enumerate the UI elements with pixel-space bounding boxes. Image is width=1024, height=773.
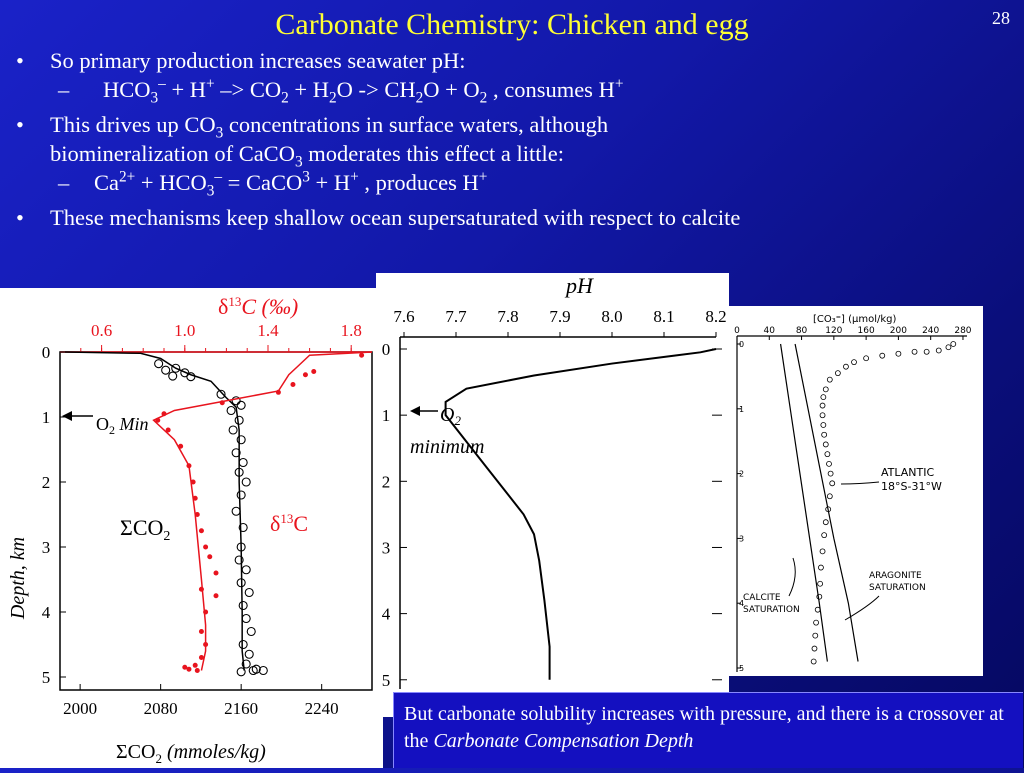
- d13c-point: [203, 545, 208, 550]
- x-tick-label: 2080: [143, 699, 178, 718]
- atlantic-pointer: [841, 482, 879, 484]
- atlantic-point: [827, 377, 832, 382]
- equation-calcification: – $Ca^{2+} + HCO_3^-$ = CaCO$^3$ + H+ , produces H+: [14, 168, 1004, 197]
- y-tick-label: 2: [739, 469, 745, 479]
- d13c-point: [199, 528, 204, 533]
- d13c-point: [195, 668, 200, 673]
- sigma-co2-point: [239, 459, 247, 467]
- d13c-point: [214, 571, 219, 576]
- d13c-point: [199, 629, 204, 634]
- atlantic-point: [820, 403, 825, 408]
- atlantic-point: [864, 356, 869, 361]
- caption-box: But carbonate solubility increases with pressure, and there is a crossover at the Carbonate Compensation Depth: [393, 692, 1023, 768]
- d13c-point: [290, 382, 295, 387]
- chart-panel-ph: [376, 273, 729, 717]
- y-tick-label: 1: [41, 408, 51, 427]
- atlantic-point: [828, 471, 833, 476]
- x-tick-label: 120: [825, 326, 843, 336]
- atlantic-point: [813, 633, 818, 638]
- atlantic-point: [820, 413, 825, 418]
- x-tick-label: 7.6: [393, 307, 415, 326]
- y-tick-label: 0: [739, 340, 745, 349]
- aragonite-pointer: [845, 596, 879, 620]
- y-tick-label: 3: [41, 538, 51, 557]
- chart-panel-carbonate: [729, 306, 983, 676]
- x-tick-label: 8.0: [601, 307, 623, 326]
- top-tick-label: 1.4: [257, 321, 279, 340]
- d13c-line: [154, 352, 372, 671]
- atlantic-point: [880, 353, 885, 358]
- d13c-point: [220, 400, 225, 405]
- sigma-co2-point: [239, 641, 247, 649]
- atlantic-point: [951, 342, 956, 347]
- bottom-axis-label: $\Sigma CO_2$ (mmoles/kg): [116, 741, 266, 766]
- atlantic-point: [823, 387, 828, 392]
- calcite-label: CALCITE: [743, 593, 781, 603]
- atlantic-point: [946, 345, 951, 350]
- x-tick-label: 8.1: [653, 307, 675, 326]
- d13c-point: [186, 667, 191, 672]
- x-tick-label: 0: [734, 326, 740, 336]
- calcite-saturation-label: SATURATION: [743, 605, 800, 615]
- sigma-co2-point: [237, 668, 245, 676]
- sigma-co2-point: [242, 478, 250, 486]
- slide-title: Carbonate Chemistry: Chicken and egg: [275, 8, 749, 41]
- top-tick-label: 1.8: [340, 321, 362, 340]
- atlantic-point: [825, 452, 830, 457]
- chart-panel-sigma-co2: [0, 288, 383, 768]
- d13c-point: [199, 655, 204, 660]
- sigma-co2-point: [229, 426, 237, 434]
- o2-minimum-annotation: $O_2$: [440, 404, 461, 428]
- sigma-co2-point: [242, 566, 250, 574]
- atlantic-point: [827, 461, 832, 466]
- x-tick-label: 160: [857, 326, 875, 336]
- d13c-point: [191, 480, 196, 485]
- atlantic-point: [830, 481, 835, 486]
- d13c-point: [311, 369, 316, 374]
- atlantic-point: [818, 581, 823, 586]
- y-tick-label: 1: [381, 406, 391, 426]
- atlantic-range-label: 18°S-31°W: [881, 480, 942, 493]
- sigma-co2-point: [155, 360, 163, 368]
- atlantic-point: [827, 494, 832, 499]
- aragonite-saturation-label: SATURATION: [869, 583, 926, 593]
- x-tick-label: 2240: [304, 699, 339, 718]
- sigma-co2-line: [65, 352, 244, 671]
- ph-axis-label: pH: [566, 273, 593, 298]
- co3-axis-label: [CO₃⁼] (μmol/kg): [813, 314, 897, 325]
- x-tick-label: 200: [889, 326, 907, 336]
- ph-profile-chart: [376, 273, 729, 717]
- x-tick-label: 7.9: [549, 307, 571, 326]
- d13c-point: [359, 353, 364, 358]
- y-tick-label: 0: [381, 340, 391, 359]
- atlantic-point: [924, 349, 929, 354]
- atlantic-point: [820, 549, 825, 554]
- calcite-pointer: [789, 558, 795, 596]
- d13c-point: [162, 411, 167, 416]
- d13c-point: [186, 463, 191, 468]
- top-tick-label: 1.0: [174, 321, 196, 340]
- atlantic-point: [821, 395, 826, 400]
- d13c-point: [166, 428, 171, 433]
- o2-min-annotation: $O_2$ Min: [96, 414, 149, 437]
- d13c-series-label: $\delta^{13}C$: [270, 511, 309, 536]
- equation-photosynthesis: – $HCO_3^- + H^+ -> CO_2 + H_2O -> CH_2O + O_2$ , consumes H+: [14, 75, 1004, 104]
- d13c-point: [203, 642, 208, 647]
- y-tick-label: 5: [41, 668, 51, 687]
- atlantic-point: [822, 533, 827, 538]
- atlantic-point: [811, 659, 816, 664]
- sigma-co2-point: [162, 366, 170, 374]
- x-tick-label: 8.2: [705, 307, 727, 326]
- atlantic-point: [852, 360, 857, 365]
- atlantic-point: [823, 520, 828, 525]
- y-tick-label: 3: [739, 534, 745, 544]
- x-tick-label: 2000: [63, 699, 98, 718]
- o2-min-arrowhead: [62, 411, 72, 421]
- atlantic-point: [814, 620, 819, 625]
- y-tick-label: 1: [739, 404, 745, 414]
- y-tick-label: 4: [41, 603, 51, 622]
- minimum-annotation: minimum: [410, 436, 485, 458]
- x-tick-label: 7.7: [445, 307, 467, 326]
- x-tick-label: 280: [954, 326, 972, 336]
- sigma-co2-series-label: $\Sigma CO_2$: [120, 515, 171, 544]
- x-tick-label: 7.8: [497, 307, 519, 326]
- d13c-point: [193, 663, 198, 668]
- y-tick-label: 0: [41, 343, 51, 362]
- ph-line: [446, 349, 716, 680]
- sigma-co2-d13c-chart: [0, 288, 383, 768]
- atlantic-point: [823, 442, 828, 447]
- bullet-list: [14, 46, 1004, 232]
- d13c-point: [303, 372, 308, 377]
- sigma-co2-point: [187, 373, 195, 381]
- atlantic-point: [822, 432, 827, 437]
- sigma-co2-point: [235, 416, 243, 424]
- aragonite-label: ARAGONITE: [869, 571, 922, 581]
- sigma-co2-point: [232, 507, 240, 515]
- atlantic-point: [912, 349, 917, 354]
- x-tick-label: 40: [763, 326, 776, 336]
- sigma-co2-point: [237, 491, 245, 499]
- d13c-point: [276, 390, 281, 395]
- sigma-co2-point: [239, 602, 247, 610]
- sigma-co2-point: [247, 628, 255, 636]
- atlantic-point: [843, 364, 848, 369]
- atlantic-point: [812, 646, 817, 651]
- y-tick-label: 3: [381, 538, 391, 558]
- depth-axis-label: Depth, km: [7, 536, 29, 620]
- sigma-co2-point: [227, 407, 235, 415]
- slide-number: 28: [992, 8, 1010, 28]
- sigma-co2-point: [237, 436, 245, 444]
- o2-minimum-arrowhead: [410, 406, 420, 416]
- d13c-point: [178, 444, 183, 449]
- atlantic-label: ATLANTIC: [881, 466, 935, 479]
- d13c-point: [214, 593, 219, 598]
- atlantic-point: [818, 565, 823, 570]
- y-tick-label: 5: [381, 670, 391, 690]
- sigma-co2-point: [237, 401, 245, 409]
- caption-emphasis: Carbonate Compensation Depth: [433, 730, 694, 752]
- top-axis-label: $\delta^{13}C$ (‰): [218, 294, 299, 319]
- x-tick-label: 240: [922, 326, 940, 336]
- sigma-co2-point: [245, 650, 253, 658]
- sigma-co2-point: [169, 372, 177, 380]
- y-tick-label: 4: [381, 604, 391, 624]
- d13c-point: [193, 496, 198, 501]
- d13c-point: [207, 554, 212, 559]
- y-tick-label: 5: [739, 664, 745, 673]
- x-tick-label: 2160: [224, 699, 259, 718]
- atlantic-point: [936, 348, 941, 353]
- bullet-primary-production: • So primary production increases seawater pH:: [14, 46, 1004, 75]
- carbonate-saturation-chart: [729, 306, 983, 676]
- bullet-supersaturated: • These mechanisms keep shallow ocean supersaturated with respect to calcite: [14, 203, 1004, 232]
- atlantic-point: [896, 351, 901, 356]
- x-tick-label: 80: [795, 326, 808, 336]
- sigma-co2-point: [245, 589, 253, 597]
- y-tick-label: 2: [41, 473, 51, 492]
- bullet-drives-co3: • This drives up $CO_3$ concentrations in surface waters, although biomineralization of CaCO$_3$ moderates this effect a little:: [14, 110, 1004, 168]
- d13c-point: [195, 512, 200, 517]
- d13c-point: [203, 610, 208, 615]
- atlantic-point: [821, 423, 826, 428]
- y-tick-label: 2: [381, 472, 391, 492]
- top-tick-label: 0.6: [90, 321, 113, 340]
- sigma-co2-point: [242, 615, 250, 623]
- d13c-point: [155, 418, 160, 423]
- y-tick-label: 4: [739, 599, 745, 609]
- atlantic-point: [835, 371, 840, 376]
- d13c-point: [199, 587, 204, 592]
